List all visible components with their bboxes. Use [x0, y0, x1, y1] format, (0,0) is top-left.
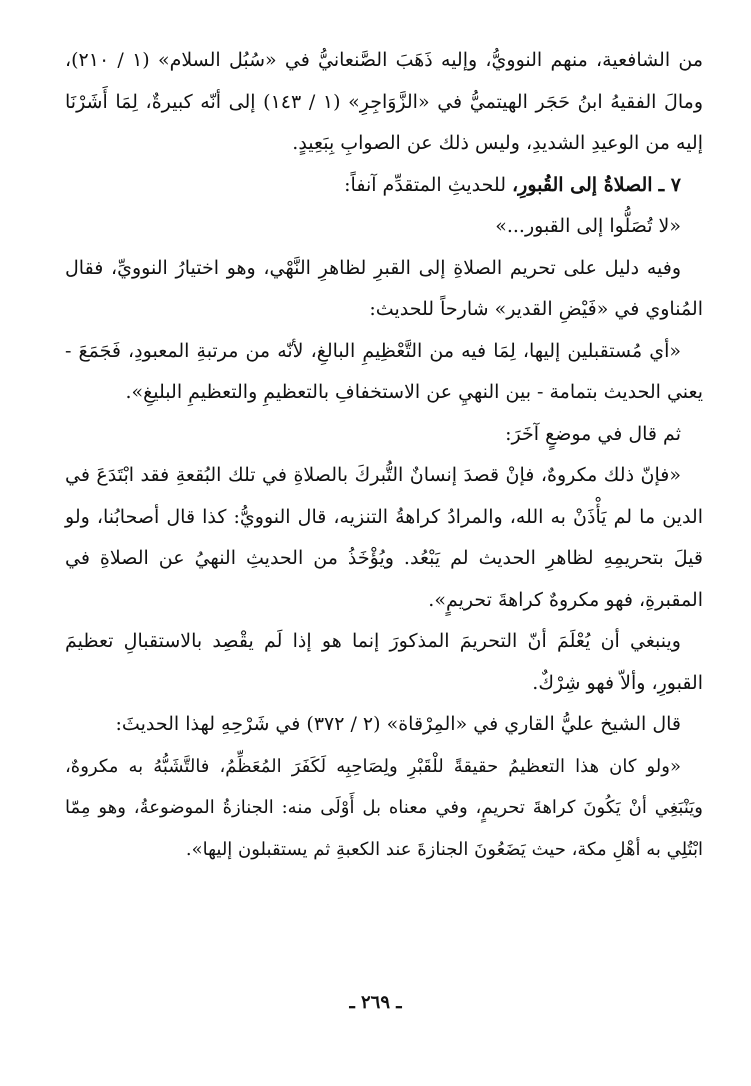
quote-makruh: «فإنّ ذلك مكروهٌ، فإنْ قصدَ إنسانٌ التُّبركَ بالصلاةِ في تلك البُقعةِ فقد ابْتَدَعَ في الدين ما لم يَأْذَنْ به الله، والمرادُ كراهةُ التنزيه، قال النوويُّ: كذا قال أصحابُنا، ولو قيلَ بتحريمِهِ لظاهرِ الحديث لم يَبْعُد. ويُؤْخَذُ من الحديثِ النهيُ عن الصلاةِ في المقبرةِ، فهو مكروهٌ كراهةَ تحريمٍ». — [65, 464, 703, 611]
heading-bold-title: الصلاةُ إلى القُبورِ، — [512, 173, 653, 196]
paragraph-evidence: وفيه دليل على تحريم الصلاةِ إلى القبرِ لظاهرِ النَّهْي، وهو اختيارُ النوويِّ، فقال المُناوي في «فَيْضِ القدير» شارحاً للحديث: — [65, 256, 703, 320]
heading-rest: للحديثِ المتقدِّم آنفاً: — [344, 173, 506, 196]
paragraph-shafiiya: من الشافعية، منهم النوويُّ، وإليه ذَهَبَ الصَّنعانيُّ في «سُبُل السلام» (١ / ٢١٠)، ومالَ الفقيهُ ابنُ حَجَر الهيتميُّ في «الزَّوَاجِرِ» (١ / ١٤٣) إلى أنّه كبيرةٌ، لِمَا أَشَرْنَا إليه من الوعيدِ الشديدِ، وليس ذلك عن الصوابِ بِبَعِيدٍ. — [65, 49, 704, 154]
page-body — [65, 40, 703, 870]
heading-number: ٧ ـ — [658, 173, 681, 196]
quote-munawi: «أي مُستقبلين إليها، لِمَا فيه من التَّعْظِيمِ البالغِ، لأنّه من مرتبةِ المعبودِ، فَجَمَعَ - يعني الحديث بتمامة - بين النهيِ عن الاستخفافِ بالتعظيمِ والتعظيمِ البليغِ». — [65, 339, 703, 403]
quote-mirqat: «ولو كان هذا التعظيمُ حقيقةً للْقَبْرِ ولِصَاحِبِه لَكَفَرَ المُعَظِّمُ، فالتَّشَبُّهُ به مكروهٌ، ويَنْبَغِي أنْ يَكُونَ كراهةَ تحريمٍ، وفي معناه بل أَوْلَى منه: الجنازةُ الموضوعةُ، وهو مِمّا ابْتُلِي به أهْلِ مكة، حيث يَضَعُونَ الجنازةَ عند الكعبةِ ثم يستقبلون إليها». — [65, 755, 703, 860]
hadith-quote: «لا تُصَلُّوا إلى القبور...» — [495, 215, 681, 237]
page-number: ـ ٢٦٩ ـ — [349, 992, 402, 1013]
paragraph-another-place: ثم قال في موضعٍ آخَرَ: — [505, 422, 681, 445]
paragraph-qari: قال الشيخ عليُّ القاري في «المِرْقاة» (٢ / ٣٧٢) في شَرْحِهِ لهذا الحديثَ: — [115, 713, 681, 735]
paragraph-tahrim: وينبغي أن يُعْلَمَ أنّ التحريمَ المذكورَ إنما هو إذا لَم يقْصِد بالاستقبالِ تعظيمَ القبورِ، وألاّ فهو شِرْكٌ. — [65, 630, 703, 694]
section-heading-7 — [65, 165, 703, 207]
